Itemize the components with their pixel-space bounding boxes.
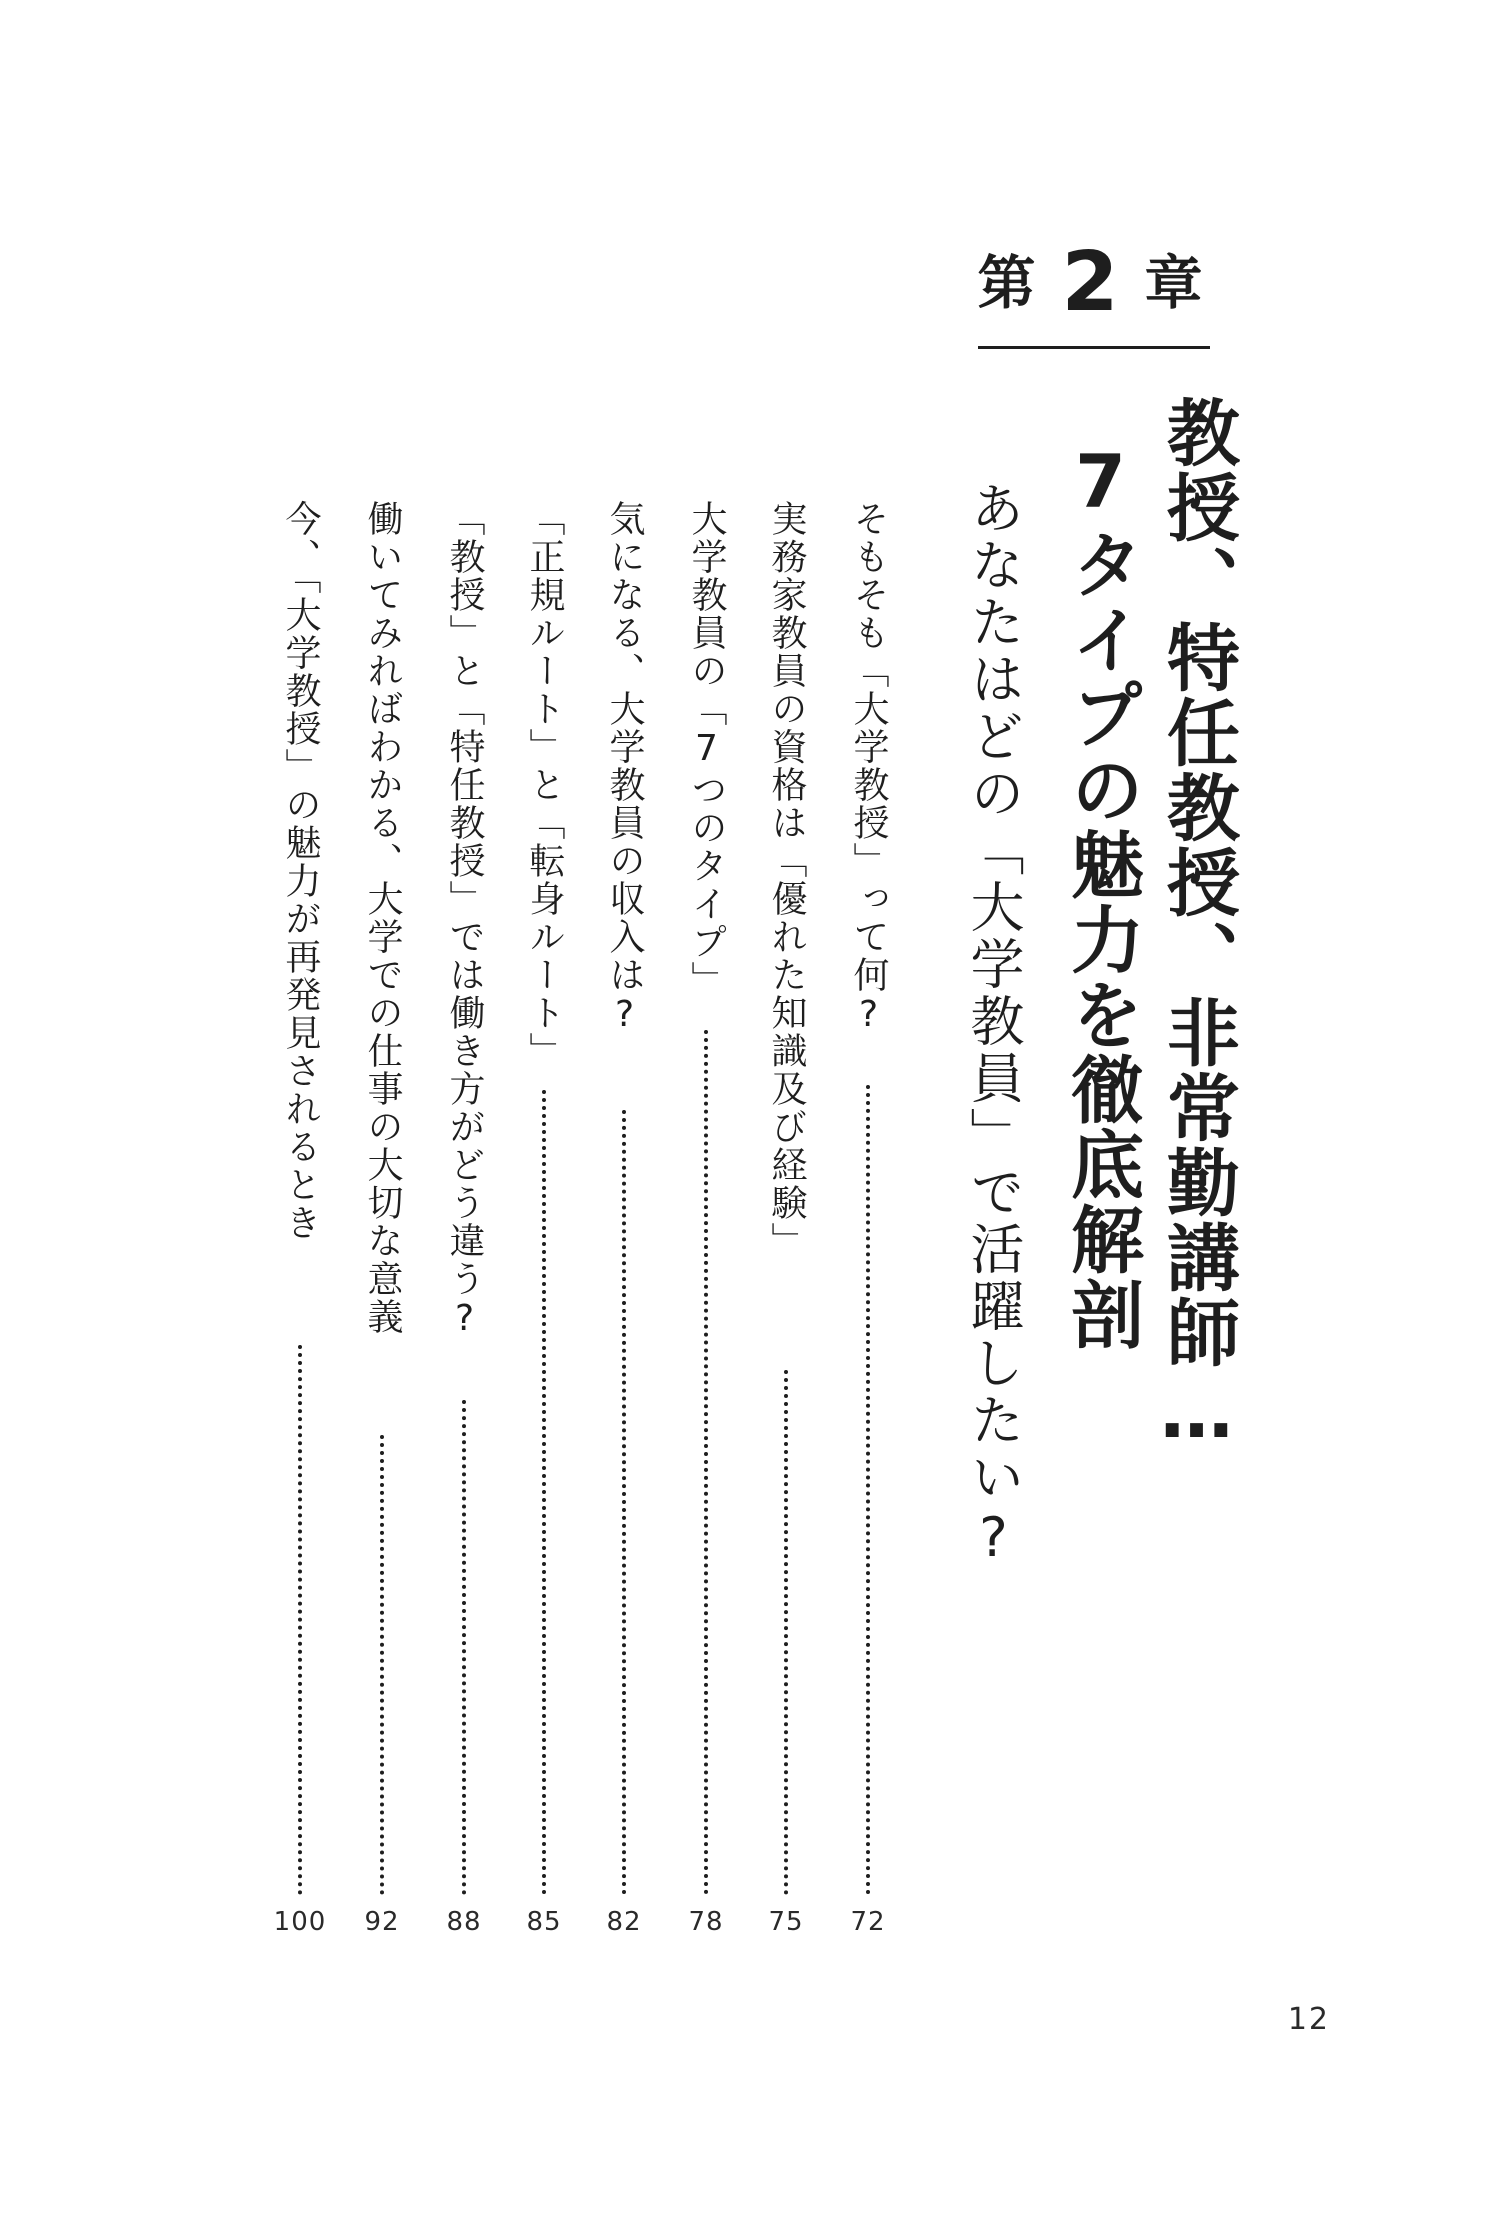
toc-entry-title: 「正規ルート」と「転身ルート」	[524, 500, 565, 1070]
toc-entry-page: 85	[526, 1907, 562, 1937]
toc-entry-title: 大学教員の「7つのタイプ」	[686, 500, 727, 999]
toc-entry-title: 実務家教員の資格は「優れた知識及び経験」	[766, 500, 807, 1260]
toc-entry-page: 75	[768, 1907, 804, 1937]
toc-entry-page: 82	[606, 1907, 642, 1937]
toc-entry-title: 今、「大学教授」の魅力が再発見されるとき	[280, 500, 321, 1242]
toc-entry-page: 72	[850, 1907, 886, 1937]
chapter-number: 2	[1061, 235, 1119, 330]
toc-leader-dots	[380, 1435, 384, 1895]
toc-leader-dots	[704, 1030, 708, 1895]
chapter-heading	[940, 235, 1240, 330]
toc-entry-page: 78	[688, 1907, 724, 1937]
chapter-subtitle: あなたはどの「大学教員」で活躍したい?	[962, 480, 1025, 1572]
toc-leader-dots	[784, 1370, 788, 1895]
chapter-suffix: 章	[1144, 249, 1203, 317]
chapter-title-line-1: 教授、特任教授、非常勤講師…	[1154, 395, 1239, 1457]
toc-entry-page: 92	[364, 1907, 400, 1937]
toc-entry-page: 100	[273, 1907, 327, 1937]
toc-leader-dots	[542, 1090, 546, 1895]
toc-entry-title: 働いてみればわかる、大学での仕事の大切な意義	[362, 500, 403, 1336]
toc-leader-dots	[866, 1085, 870, 1895]
toc-entry-title: 「教授」と「特任教授」では働き方がどう違う?	[444, 500, 485, 1341]
chapter-prefix: 第	[977, 249, 1036, 317]
toc-entry-page: 88	[446, 1907, 482, 1937]
toc-leader-dots	[298, 1345, 302, 1895]
chapter-divider	[978, 346, 1210, 349]
toc-entry-title: 気になる、大学教員の収入は?	[604, 500, 645, 1037]
toc-leader-dots	[462, 1400, 466, 1895]
chapter-title-line-2: 7タイプの魅力を徹底解剖	[1058, 440, 1143, 1352]
toc-entry-title: そもそも「大学教授」って何?	[848, 500, 889, 1037]
page-number: 12	[1287, 2002, 1330, 2037]
toc-leader-dots	[622, 1110, 626, 1895]
